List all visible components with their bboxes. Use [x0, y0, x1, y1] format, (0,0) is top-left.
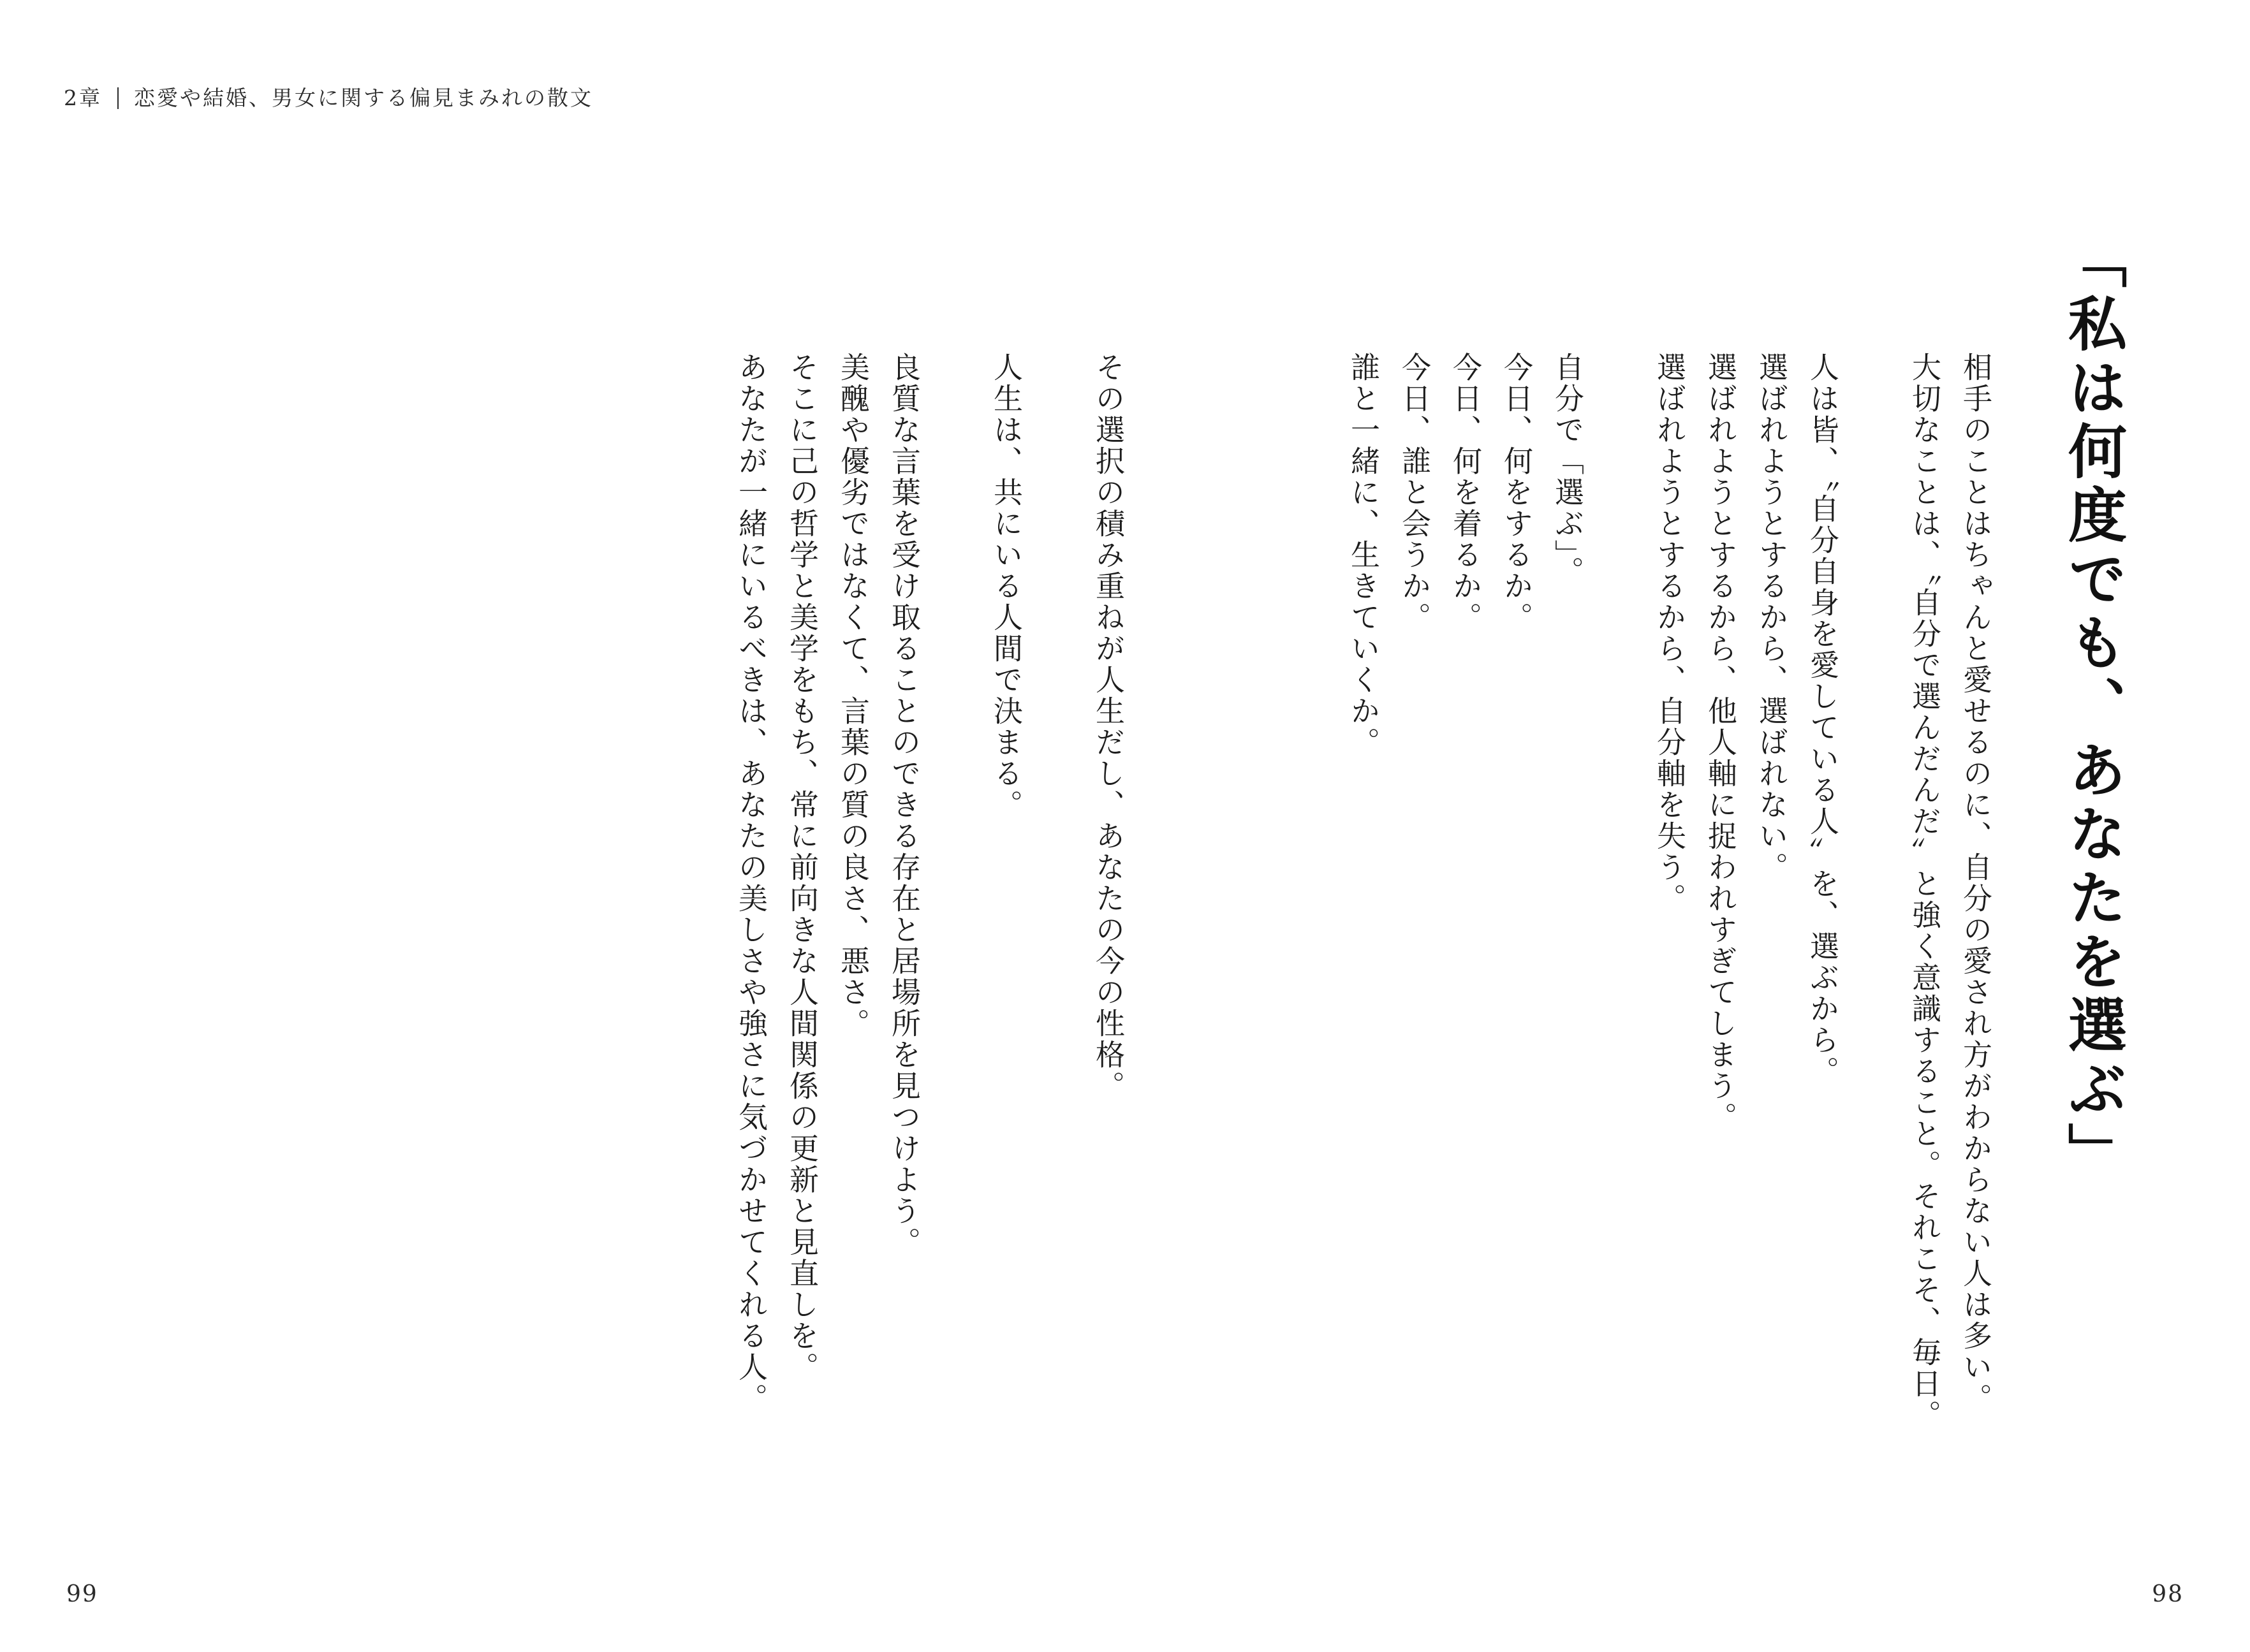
page-number-left: 99 [66, 1581, 98, 1607]
body-line: 良質な言葉を受け取ることのできる存在と居場所を見つけよう。 [887, 352, 922, 1258]
body-line: あなたが一緒にいるべきは、あなたの美しさや強さに気づかせてくれる人。 [734, 352, 768, 1414]
body-line: 選ばれようとするから、他人軸に捉われすぎてしまう。 [1703, 352, 1738, 1133]
body-line: 自分で「選ぶ」。 [1550, 352, 1585, 587]
body-text [726, 352, 2001, 1500]
body-line: 人は皆、〝自分自身を愛している人〟を、選ぶから。 [1805, 352, 1840, 1087]
body-line: 選ばれようとするから、選ばれない。 [1754, 352, 1789, 883]
body-line: その選択の積み重ねが人生だし、あなたの今の性格。 [1091, 352, 1126, 1102]
body-line: 美醜や優劣ではなくて、言葉の質の良さ、悪さ。 [836, 352, 871, 1039]
running-header [64, 82, 593, 112]
body-blank-line [1593, 352, 1644, 1500]
body-blank-line [1287, 352, 1338, 1500]
body-line: 今日、誰と会うか。 [1397, 352, 1432, 633]
chapter-title: 恋愛や結婚、男女に関する偏見まみれの散文 [134, 85, 593, 110]
chapter-number: 2章 [64, 85, 102, 110]
body-blank-line [1848, 352, 1899, 1500]
body-blank-line [1032, 352, 1083, 1500]
body-line: 今日、何を着るか。 [1448, 352, 1483, 633]
body-line: 今日、何をするか。 [1499, 352, 1534, 633]
body-blank-line [1185, 352, 1236, 1500]
body-line: 人生は、共にいる人間で決まる。 [989, 352, 1024, 821]
header-divider [117, 87, 119, 109]
body-line: 相手のことはちゃんと愛せるのに、自分の愛され方がわからない人は多い。 [1959, 352, 1993, 1414]
body-line: 選ばれようとするから、自分軸を失う。 [1652, 352, 1687, 914]
body-blank-line [930, 352, 981, 1500]
body-line: 大切なことは、〝自分で選んだんだ〟と強く意識すること。それこそ、毎日。 [1908, 352, 1942, 1431]
page-number-right: 98 [2152, 1581, 2184, 1607]
body-line: 誰と一緒に、生きていくか。 [1346, 352, 1381, 758]
section-title: 「私は何度でも、あなたを選ぶ」 [2059, 230, 2128, 1186]
body-blank-line [1236, 352, 1287, 1500]
body-line: そこに己の哲学と美学をもち、常に前向きな人間関係の更新と見直しを。 [785, 352, 820, 1383]
body-blank-line [1134, 352, 1185, 1500]
